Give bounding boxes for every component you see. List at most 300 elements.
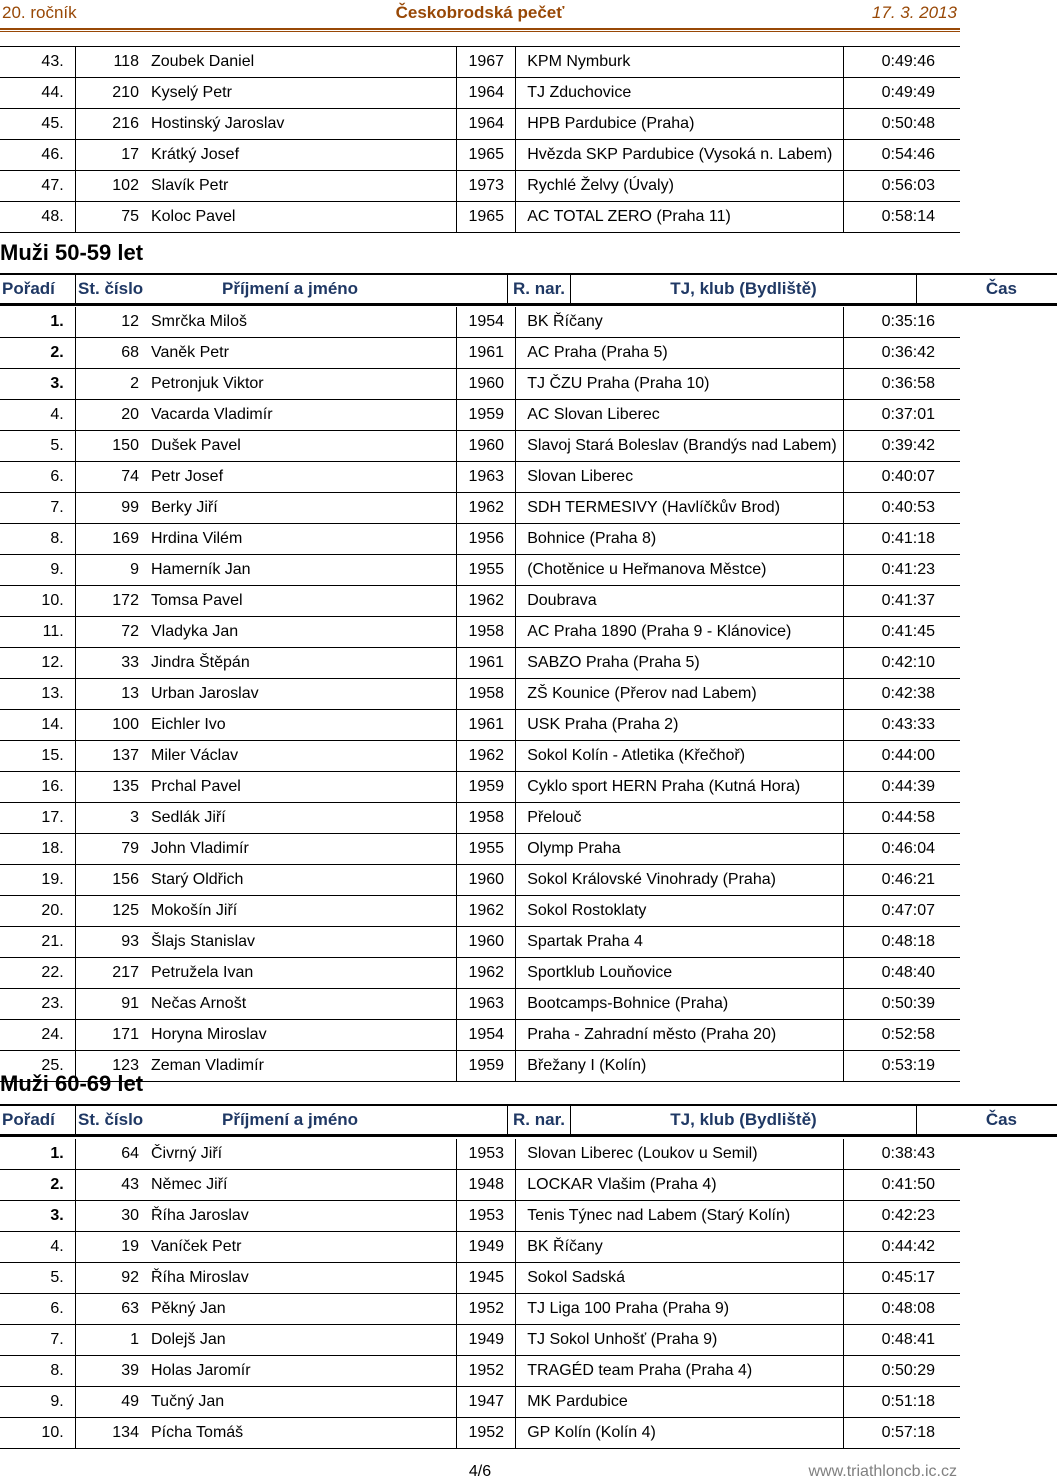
birth-year-cell: 1949 (457, 1325, 516, 1356)
page-number: 4/6 (468, 1463, 492, 1480)
table-row (0, 109, 960, 140)
rank-cell: 23. (0, 989, 75, 1020)
birth-year-cell: 1967 (457, 47, 516, 78)
club-cell: SABZO Praha (Praha 5) (516, 648, 844, 679)
birth-year-cell: 1962 (457, 586, 516, 617)
page-header (0, 0, 960, 30)
rank-cell: 2. (0, 1170, 75, 1201)
name-cell: Hamerník Jan (143, 555, 457, 586)
name-cell: Koloc Pavel (143, 202, 457, 233)
time-cell: 0:46:04 (844, 834, 960, 865)
club-cell: Sportklub Louňovice (516, 958, 844, 989)
birth-year-cell: 1973 (457, 171, 516, 202)
club-cell: BK Říčany (516, 307, 844, 338)
category-title: Muži 60-69 let (0, 1071, 144, 1096)
rank-cell: 4. (0, 1232, 75, 1263)
table-row (0, 865, 960, 896)
table-row (0, 679, 960, 710)
bib-cell: 2 (75, 369, 143, 400)
club-cell: Spartak Praha 4 (516, 927, 844, 958)
table-row (0, 493, 960, 524)
club-cell: Sokol Rostoklaty (516, 896, 844, 927)
birth-year-cell: 1959 (457, 1051, 516, 1082)
time-cell: 0:44:42 (844, 1232, 960, 1263)
rank-cell: 9. (0, 1387, 75, 1418)
rank-cell: 43. (0, 47, 75, 78)
bib-cell: 93 (75, 927, 143, 958)
rank-cell: 10. (0, 586, 75, 617)
table-row (0, 834, 960, 865)
time-cell: 0:36:42 (844, 338, 960, 369)
club-cell: Rychlé Želvy (Úvaly) (516, 171, 844, 202)
time-cell: 0:44:58 (844, 803, 960, 834)
rank-cell: 1. (0, 1139, 75, 1170)
name-cell: Hrdina Vilém (143, 524, 457, 555)
name-cell: Slavík Petr (143, 171, 457, 202)
table-row (0, 586, 960, 617)
bib-cell: 3 (75, 803, 143, 834)
birth-year-cell: 1961 (457, 648, 516, 679)
bib-cell: 102 (75, 171, 143, 202)
birth-year-cell: 1961 (457, 338, 516, 369)
bib-cell: 79 (75, 834, 143, 865)
birth-year-cell: 1960 (457, 865, 516, 896)
column-header-born: R. nar. (508, 274, 571, 305)
name-cell: Dušek Pavel (143, 431, 457, 462)
name-cell: Vladyka Jan (143, 617, 457, 648)
club-cell: MK Pardubice (516, 1387, 844, 1418)
time-cell: 0:48:18 (844, 927, 960, 958)
birth-year-cell: 1948 (457, 1170, 516, 1201)
table-row (0, 772, 960, 803)
bib-cell: 19 (75, 1232, 143, 1263)
club-cell: AC Praha 1890 (Praha 9 - Klánovice) (516, 617, 844, 648)
bib-cell: 43 (75, 1170, 143, 1201)
time-cell: 0:48:41 (844, 1325, 960, 1356)
name-cell: Kyselý Petr (143, 78, 457, 109)
results-table (0, 307, 960, 1082)
rank-cell: 18. (0, 834, 75, 865)
results-table-header (0, 1104, 1057, 1137)
rank-cell: 2. (0, 338, 75, 369)
birth-year-cell: 1963 (457, 989, 516, 1020)
birth-year-cell: 1960 (457, 431, 516, 462)
name-cell: Prchal Pavel (143, 772, 457, 803)
club-cell: SDH TERMESIVY (Havlíčkův Brod) (516, 493, 844, 524)
time-cell: 0:43:33 (844, 710, 960, 741)
rank-cell: 7. (0, 493, 75, 524)
birth-year-cell: 1964 (457, 78, 516, 109)
rank-cell: 10. (0, 1418, 75, 1449)
birth-year-cell: 1962 (457, 958, 516, 989)
bib-cell: 72 (75, 617, 143, 648)
rank-cell: 12. (0, 648, 75, 679)
birth-year-cell: 1965 (457, 140, 516, 171)
name-cell: Zeman Vladimír (143, 1051, 457, 1082)
column-header-name: Příjmení a jméno (150, 274, 508, 305)
rank-cell: 3. (0, 1201, 75, 1232)
name-cell: Pícha Tomáš (143, 1418, 457, 1449)
time-cell: 0:40:07 (844, 462, 960, 493)
club-cell: TJ Sokol Unhošť (Praha 9) (516, 1325, 844, 1356)
table-row (0, 462, 960, 493)
time-cell: 0:44:39 (844, 772, 960, 803)
time-cell: 0:37:01 (844, 400, 960, 431)
bib-cell: 216 (75, 109, 143, 140)
table-row (0, 710, 960, 741)
bib-cell: 12 (75, 307, 143, 338)
time-cell: 0:57:18 (844, 1418, 960, 1449)
table-row (0, 431, 960, 462)
time-cell: 0:40:53 (844, 493, 960, 524)
bib-cell: 33 (75, 648, 143, 679)
rank-cell: 11. (0, 617, 75, 648)
bib-cell: 118 (75, 47, 143, 78)
name-cell: Říha Jaroslav (143, 1201, 457, 1232)
table-row (0, 1170, 960, 1201)
table-row (0, 202, 960, 233)
club-cell: TJ Liga 100 Praha (Praha 9) (516, 1294, 844, 1325)
name-cell: John Vladimír (143, 834, 457, 865)
bib-cell: 30 (75, 1201, 143, 1232)
table-row (0, 741, 960, 772)
rank-cell: 3. (0, 369, 75, 400)
birth-year-cell: 1965 (457, 202, 516, 233)
table-row (0, 1325, 960, 1356)
time-cell: 0:41:18 (844, 524, 960, 555)
bib-cell: 135 (75, 772, 143, 803)
rank-cell: 15. (0, 741, 75, 772)
club-cell: Hvězda SKP Pardubice (Vysoká n. Labem) (516, 140, 844, 171)
birth-year-cell: 1959 (457, 400, 516, 431)
column-header-club: TJ, klub (Bydliště) (571, 1105, 917, 1136)
rank-cell: 19. (0, 865, 75, 896)
birth-year-cell: 1960 (457, 927, 516, 958)
time-cell: 0:42:38 (844, 679, 960, 710)
bib-cell: 17 (75, 140, 143, 171)
name-cell: Sedlák Jiří (143, 803, 457, 834)
rank-cell: 24. (0, 1020, 75, 1051)
time-cell: 0:42:10 (844, 648, 960, 679)
time-cell: 0:36:58 (844, 369, 960, 400)
table-row (0, 1263, 960, 1294)
name-cell: Vacarda Vladimír (143, 400, 457, 431)
event-date: 17. 3. 2013 (871, 3, 957, 22)
bib-cell: 210 (75, 78, 143, 109)
rank-cell: 8. (0, 524, 75, 555)
name-cell: Smrčka Miloš (143, 307, 457, 338)
table-row (0, 896, 960, 927)
club-cell: USK Praha (Praha 2) (516, 710, 844, 741)
club-cell: Slavoj Stará Boleslav (Brandýs nad Labem) (516, 431, 844, 462)
column-header-bib: St. číslo (76, 274, 151, 305)
club-cell: TJ Zduchovice (516, 78, 844, 109)
name-cell: Vaníček Petr (143, 1232, 457, 1263)
club-cell: AC Praha (Praha 5) (516, 338, 844, 369)
name-cell: Petružela Ivan (143, 958, 457, 989)
club-cell: TJ ČZU Praha (Praha 10) (516, 369, 844, 400)
name-cell: Horyna Miroslav (143, 1020, 457, 1051)
birth-year-cell: 1955 (457, 555, 516, 586)
time-cell: 0:50:48 (844, 109, 960, 140)
name-cell: Petr Josef (143, 462, 457, 493)
event-title: Českobrodská pečeť (395, 3, 565, 22)
birth-year-cell: 1958 (457, 803, 516, 834)
name-cell: Hostinský Jaroslav (143, 109, 457, 140)
rank-cell: 16. (0, 772, 75, 803)
name-cell: Jindra Štěpán (143, 648, 457, 679)
bib-cell: 63 (75, 1294, 143, 1325)
time-cell: 0:47:07 (844, 896, 960, 927)
bib-cell: 171 (75, 1020, 143, 1051)
table-row (0, 555, 960, 586)
club-cell: Sokol Kolín - Atletika (Křečhoř) (516, 741, 844, 772)
rank-cell: 6. (0, 462, 75, 493)
club-cell: AC TOTAL ZERO (Praha 11) (516, 202, 844, 233)
rank-cell: 6. (0, 1294, 75, 1325)
birth-year-cell: 1964 (457, 109, 516, 140)
bib-cell: 100 (75, 710, 143, 741)
time-cell: 0:53:19 (844, 1051, 960, 1082)
rank-cell: 22. (0, 958, 75, 989)
time-cell: 0:50:39 (844, 989, 960, 1020)
table-row (0, 1294, 960, 1325)
rank-cell: 13. (0, 679, 75, 710)
name-cell: Nečas Arnošt (143, 989, 457, 1020)
club-cell: Cyklo sport HERN Praha (Kutná Hora) (516, 772, 844, 803)
time-cell: 0:56:03 (844, 171, 960, 202)
club-cell: BK Říčany (516, 1232, 844, 1263)
table-row (0, 617, 960, 648)
time-cell: 0:51:18 (844, 1387, 960, 1418)
table-row (0, 400, 960, 431)
name-cell: Eichler Ivo (143, 710, 457, 741)
table-row (0, 1232, 960, 1263)
birth-year-cell: 1955 (457, 834, 516, 865)
club-cell: Bohnice (Praha 8) (516, 524, 844, 555)
name-cell: Němec Jiří (143, 1170, 457, 1201)
rank-cell: 47. (0, 171, 75, 202)
club-cell: Praha - Zahradní město (Praha 20) (516, 1020, 844, 1051)
table-row (0, 1201, 960, 1232)
bib-cell: 20 (75, 400, 143, 431)
header-rule-thin (0, 31, 960, 32)
time-cell: 0:54:46 (844, 140, 960, 171)
club-cell: Sokol Královské Vinohrady (Praha) (516, 865, 844, 896)
results-table (0, 46, 960, 233)
birth-year-cell: 1959 (457, 772, 516, 803)
name-cell: Dolejš Jan (143, 1325, 457, 1356)
table-row (0, 369, 960, 400)
time-cell: 0:41:45 (844, 617, 960, 648)
rank-cell: 46. (0, 140, 75, 171)
table-row (0, 958, 960, 989)
club-cell: LOCKAR Vlašim (Praha 4) (516, 1170, 844, 1201)
bib-cell: 123 (75, 1051, 143, 1082)
website-link[interactable]: www.triathloncb.ic.cz (808, 1463, 957, 1480)
column-header-time: Čas (917, 274, 1057, 305)
bib-cell: 150 (75, 431, 143, 462)
column-header-club: TJ, klub (Bydliště) (571, 274, 917, 305)
time-cell: 0:39:42 (844, 431, 960, 462)
time-cell: 0:52:58 (844, 1020, 960, 1051)
time-cell: 0:46:21 (844, 865, 960, 896)
club-cell: (Chotěnice u Heřmanova Městce) (516, 555, 844, 586)
birth-year-cell: 1949 (457, 1232, 516, 1263)
birth-year-cell: 1952 (457, 1294, 516, 1325)
time-cell: 0:48:08 (844, 1294, 960, 1325)
club-cell: ZŠ Kounice (Přerov nad Labem) (516, 679, 844, 710)
birth-year-cell: 1962 (457, 741, 516, 772)
club-cell: Přelouč (516, 803, 844, 834)
bib-cell: 75 (75, 202, 143, 233)
header-rule (0, 28, 960, 30)
table-row (0, 524, 960, 555)
club-cell: TRAGÉD team Praha (Praha 4) (516, 1356, 844, 1387)
rank-cell: 1. (0, 307, 75, 338)
column-header-rank: Pořadí (0, 274, 76, 305)
bib-cell: 91 (75, 989, 143, 1020)
time-cell: 0:41:50 (844, 1170, 960, 1201)
bib-cell: 13 (75, 679, 143, 710)
column-header-name: Příjmení a jméno (150, 1105, 508, 1136)
time-cell: 0:49:49 (844, 78, 960, 109)
name-cell: Říha Miroslav (143, 1263, 457, 1294)
bib-cell: 134 (75, 1418, 143, 1449)
club-cell: Slovan Liberec (516, 462, 844, 493)
table-row (0, 307, 960, 338)
rank-cell: 20. (0, 896, 75, 927)
birth-year-cell: 1958 (457, 617, 516, 648)
bib-cell: 137 (75, 741, 143, 772)
table-row (0, 1139, 960, 1170)
club-cell: Sokol Sadská (516, 1263, 844, 1294)
table-row (0, 1387, 960, 1418)
table-row (0, 989, 960, 1020)
rank-cell: 9. (0, 555, 75, 586)
bib-cell: 1 (75, 1325, 143, 1356)
club-cell: Olymp Praha (516, 834, 844, 865)
column-header-rank: Pořadí (0, 1105, 76, 1136)
time-cell: 0:44:00 (844, 741, 960, 772)
name-cell: Vaněk Petr (143, 338, 457, 369)
birth-year-cell: 1952 (457, 1418, 516, 1449)
club-cell: HPB Pardubice (Praha) (516, 109, 844, 140)
rank-cell: 17. (0, 803, 75, 834)
rank-cell: 21. (0, 927, 75, 958)
club-cell: GP Kolín (Kolín 4) (516, 1418, 844, 1449)
birth-year-cell: 1962 (457, 493, 516, 524)
time-cell: 0:49:46 (844, 47, 960, 78)
rank-cell: 4. (0, 400, 75, 431)
time-cell: 0:42:23 (844, 1201, 960, 1232)
table-row (0, 140, 960, 171)
bib-cell: 64 (75, 1139, 143, 1170)
bib-cell: 9 (75, 555, 143, 586)
bib-cell: 92 (75, 1263, 143, 1294)
birth-year-cell: 1953 (457, 1201, 516, 1232)
table-row (0, 648, 960, 679)
table-row (0, 927, 960, 958)
rank-cell: 45. (0, 109, 75, 140)
name-cell: Zoubek Daniel (143, 47, 457, 78)
birth-year-cell: 1952 (457, 1356, 516, 1387)
table-row (0, 78, 960, 109)
name-cell: Miler Václav (143, 741, 457, 772)
rank-cell: 48. (0, 202, 75, 233)
name-cell: Petronjuk Viktor (143, 369, 457, 400)
name-cell: Čivrný Jiří (143, 1139, 457, 1170)
birth-year-cell: 1954 (457, 307, 516, 338)
club-cell: Tenis Týnec nad Labem (Starý Kolín) (516, 1201, 844, 1232)
birth-year-cell: 1958 (457, 679, 516, 710)
birth-year-cell: 1956 (457, 524, 516, 555)
name-cell: Berky Jiří (143, 493, 457, 524)
rank-cell: 14. (0, 710, 75, 741)
table-row (0, 171, 960, 202)
time-cell: 0:45:17 (844, 1263, 960, 1294)
category-title: Muži 50-59 let (0, 240, 144, 265)
name-cell: Tomsa Pavel (143, 586, 457, 617)
time-cell: 0:38:43 (844, 1139, 960, 1170)
rank-cell: 5. (0, 1263, 75, 1294)
time-cell: 0:58:14 (844, 202, 960, 233)
bib-cell: 74 (75, 462, 143, 493)
time-cell: 0:48:40 (844, 958, 960, 989)
bib-cell: 49 (75, 1387, 143, 1418)
table-row (0, 1356, 960, 1387)
table-row (0, 803, 960, 834)
bib-cell: 125 (75, 896, 143, 927)
club-cell: Bootcamps-Bohnice (Praha) (516, 989, 844, 1020)
edition-label: 20. ročník (2, 3, 77, 22)
name-cell: Urban Jaroslav (143, 679, 457, 710)
table-row (0, 1051, 960, 1082)
column-header-time: Čas (917, 1105, 1057, 1136)
bib-cell: 169 (75, 524, 143, 555)
column-header-born: R. nar. (508, 1105, 571, 1136)
rank-cell: 25. (0, 1051, 75, 1082)
birth-year-cell: 1962 (457, 896, 516, 927)
club-cell: Doubrava (516, 586, 844, 617)
name-cell: Krátký Josef (143, 140, 457, 171)
club-cell: Břežany I (Kolín) (516, 1051, 844, 1082)
birth-year-cell: 1961 (457, 710, 516, 741)
name-cell: Pěkný Jan (143, 1294, 457, 1325)
bib-cell: 39 (75, 1356, 143, 1387)
table-row (0, 47, 960, 78)
birth-year-cell: 1963 (457, 462, 516, 493)
name-cell: Starý Oldřich (143, 865, 457, 896)
birth-year-cell: 1953 (457, 1139, 516, 1170)
name-cell: Holas Jaromír (143, 1356, 457, 1387)
time-cell: 0:41:37 (844, 586, 960, 617)
birth-year-cell: 1960 (457, 369, 516, 400)
rank-cell: 5. (0, 431, 75, 462)
time-cell: 0:50:29 (844, 1356, 960, 1387)
club-cell: KPM Nymburk (516, 47, 844, 78)
birth-year-cell: 1945 (457, 1263, 516, 1294)
bib-cell: 172 (75, 586, 143, 617)
bib-cell: 68 (75, 338, 143, 369)
rank-cell: 44. (0, 78, 75, 109)
bib-cell: 217 (75, 958, 143, 989)
bib-cell: 156 (75, 865, 143, 896)
bib-cell: 99 (75, 493, 143, 524)
table-row (0, 1020, 960, 1051)
name-cell: Šlajs Stanislav (143, 927, 457, 958)
birth-year-cell: 1947 (457, 1387, 516, 1418)
